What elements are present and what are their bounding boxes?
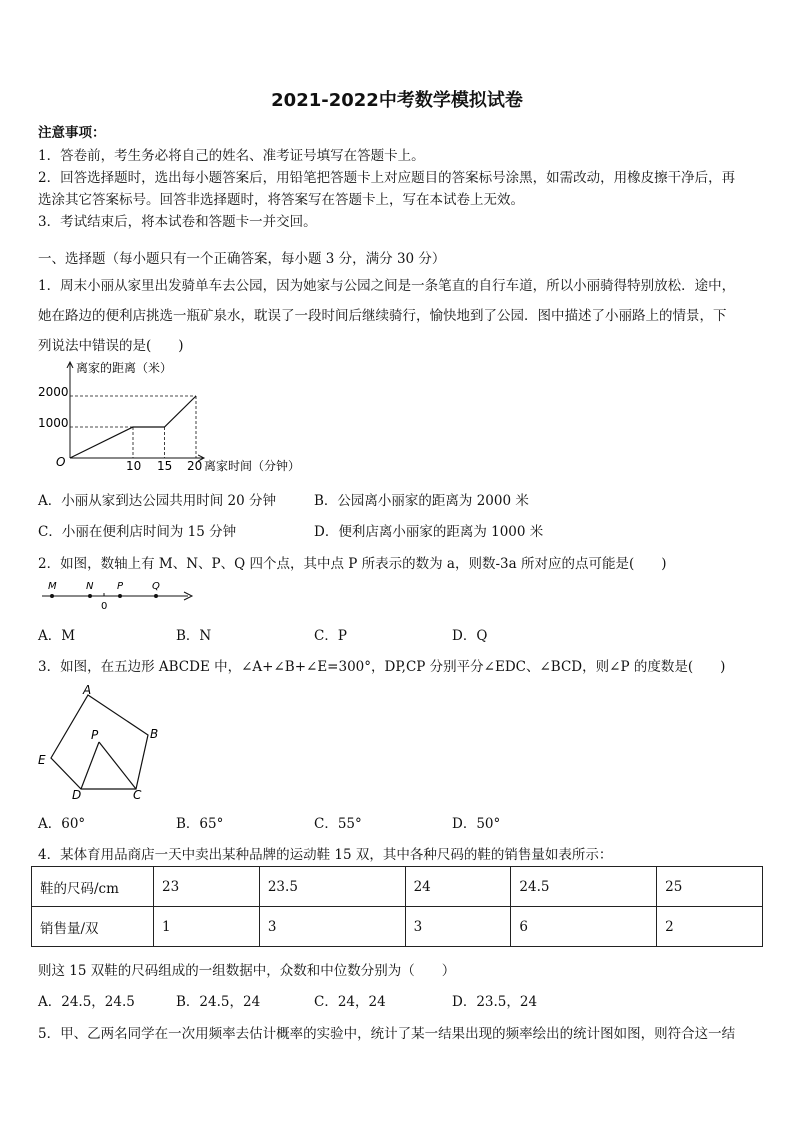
- label-m: M: [48, 581, 57, 592]
- table-cell: 1: [154, 907, 260, 947]
- table-cell: 23.5: [259, 867, 405, 907]
- notice-line-1: 1．答卷前，考生务必将自己的姓名、准考证号填写在答题卡上。: [38, 148, 425, 164]
- table-cell: 23: [154, 867, 260, 907]
- page-title: 2021-2022中考数学模拟试卷: [271, 90, 523, 111]
- q4-text: 4．某体育用品商店一天中卖出某种品牌的运动鞋 15 双，其中各种尺码的鞋的销售量如表所示：: [38, 847, 613, 863]
- q1-line-2: 她在路边的便利店挑选一瓶矿泉水，耽误了一段时间后继续骑行，愉快地到了公园．图中描述了小丽路上的情景，下: [38, 308, 727, 324]
- point-p: [118, 594, 122, 598]
- segment-dp: [81, 742, 99, 789]
- notice-line-2: 2．回答选择题时，选出每小题答案后，用铅笔把答题卡上对应题目的答案标号涂黑，如需改动，用橡皮擦干净后，再: [38, 170, 736, 186]
- vertex-d: D: [72, 788, 82, 802]
- segment-cp: [99, 742, 136, 789]
- x-axis-label: 离家时间（分钟）: [204, 459, 301, 473]
- q4-sales-table: [31, 866, 763, 947]
- notice-line-4: 3．考试结束后，将本试卷和答题卡一并交回。: [38, 214, 317, 230]
- q3-option-c[interactable]: C．55°: [314, 816, 362, 832]
- q3-pentagon-figure: [34, 682, 164, 802]
- table-cell: 销售量/双: [32, 907, 154, 947]
- q1-line-1: 1．周末小丽从家里出发骑单车去公园，因为她家与公园之间是一条笔直的自行车道，所以小丽骑得特别放松．途中，: [38, 278, 736, 294]
- point-m: [50, 594, 54, 598]
- table-cell: 24: [405, 867, 511, 907]
- q2-option-d[interactable]: D．Q: [452, 628, 488, 644]
- table-row: [32, 907, 763, 947]
- vertex-c: C: [133, 788, 142, 802]
- table-row: [32, 867, 763, 907]
- label-zero: 0: [101, 601, 108, 612]
- q1-distance-time-graph: [36, 358, 336, 478]
- q1-line-3: 列说法中错误的是( ): [38, 338, 184, 354]
- q2-option-a[interactable]: A．M: [38, 628, 76, 644]
- vertex-a: A: [83, 683, 92, 697]
- q1-option-d[interactable]: D．便利店离小丽家的距离为 1000 米: [314, 524, 544, 540]
- q2-option-c[interactable]: C．P: [314, 628, 347, 644]
- y-tick-label-1000: 1000: [38, 416, 69, 430]
- y-axis-label: 离家的距离（米）: [76, 361, 173, 375]
- q4-option-c[interactable]: C．24，24: [314, 994, 386, 1010]
- q1-option-a[interactable]: A．小丽从家到达公园共用时间 20 分钟: [38, 493, 277, 509]
- q4-option-b[interactable]: B．24.5，24: [176, 994, 261, 1010]
- label-p: P: [117, 581, 124, 592]
- q3-option-a[interactable]: A．60°: [38, 816, 86, 832]
- q3-option-d[interactable]: D．50°: [452, 816, 501, 832]
- vertex-p: P: [91, 728, 99, 742]
- x-tick-label-20: 20: [187, 459, 203, 473]
- origin-label: O: [56, 455, 66, 469]
- q2-number-line: [38, 578, 198, 612]
- point-n: [88, 594, 92, 598]
- q5-text: 5．甲、乙两名同学在一次用频率去估计概率的实验中，统计了某一结果出现的频率绘出的统计图如图，则符合这一结: [38, 1026, 736, 1042]
- q3-text: 3．如图，在五边形 ABCDE 中，∠A+∠B+∠E=300°，DP,CP 分别平分∠EDC、∠BCD，则∠P 的度数是( ): [38, 659, 726, 675]
- table-cell: 24.5: [511, 867, 657, 907]
- vertex-b: B: [150, 727, 159, 741]
- label-n: N: [86, 581, 94, 592]
- q1-option-c[interactable]: C．小丽在便利店时间为 15 分钟: [38, 524, 237, 540]
- table-cell: 鞋的尺码/cm: [32, 867, 154, 907]
- q4-option-a[interactable]: A．24.5，24.5: [38, 994, 135, 1010]
- q4-after-text: 则这 15 双鞋的尺码组成的一组数据中，众数和中位数分别为（ ）: [38, 963, 456, 979]
- q3-option-b[interactable]: B．65°: [176, 816, 224, 832]
- q4-option-d[interactable]: D．23.5，24: [452, 994, 538, 1010]
- point-q: [154, 594, 158, 598]
- table-cell: 6: [511, 907, 657, 947]
- q2-text: 2．如图，数轴上有 M、N、P、Q 四个点，其中点 P 所表示的数为 a，则数-3a 所对应的点可能是( ): [38, 556, 667, 572]
- y-tick-label-2000: 2000: [38, 385, 69, 399]
- table-cell: 2: [657, 907, 763, 947]
- q1-option-b[interactable]: B．公园离小丽家的距离为 2000 米: [314, 493, 529, 509]
- table-cell: 25: [657, 867, 763, 907]
- x-tick-label-10: 10: [126, 459, 142, 473]
- x-tick-label-15: 15: [157, 459, 173, 473]
- notice-line-3: 选涂其它答案标号。回答非选择题时，将答案写在答题卡上，写在本试卷上无效。: [38, 192, 524, 208]
- table-cell: 3: [405, 907, 511, 947]
- vertex-e: E: [38, 753, 46, 767]
- notice-heading: 注意事项：: [38, 125, 106, 141]
- table-cell: 3: [259, 907, 405, 947]
- q2-option-b[interactable]: B．N: [176, 628, 212, 644]
- section-heading: 一、选择题（每小题只有一个正确答案，每小题 3 分，满分 30 分）: [38, 251, 446, 267]
- label-q: Q: [152, 581, 160, 592]
